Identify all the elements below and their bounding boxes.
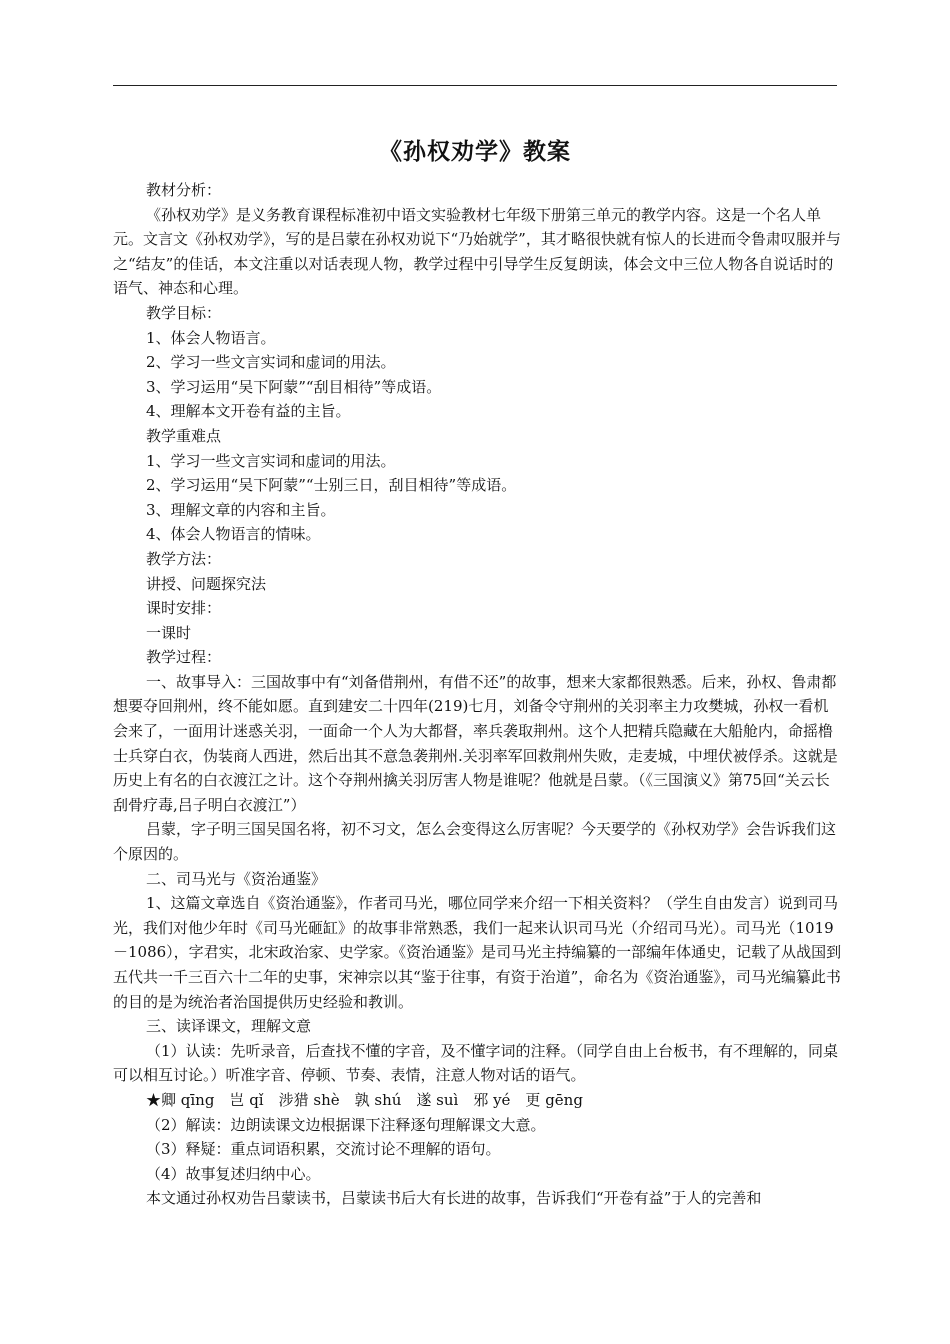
paragraph: 教材分析： [146,181,222,199]
paragraph: 1、学习一些文言实词和虚词的用法。 [146,451,396,470]
paragraph: 1、体会人物语言。 [146,328,276,347]
paragraph: 1、这篇文章选自《资治通鉴》，作者司马光，哪位同学来介绍一下相关资料？（学生自由发言）说到司马光，我们对他少年时《司马光砸缸》的故事非常熟悉，我们一起来认识司马光（介绍司马光）。司马光（1019－1086），字君实，北宋政治家、史学家。《资治通鉴》是司马光主持编纂的一部编年体通史，记载了从战国到五代共一千三百六十二年的史事，宋神宗以其“鉴于往事，有资于治道”，命名为《资治通鉴》，司马光编纂此书的目的是为统治者治国提供历史经验和教训。 [113,894,842,1011]
header-rule [113,85,837,86]
paragraph: 2、学习一些文言实词和虚词的用法。 [146,353,396,372]
paragraph: 一、故事导入：三国故事中有“刘备借荆州，有借不还”的故事，想来大家都很熟悉。后来，孙权、鲁肃都想要夺回荆州，终不能如愿。直到建安二十四年(219)七月，刘备令守荆州的关羽率主力攻樊城，孙权一看机会来了，一面用计迷惑关羽，一面命一个人为大都督，率兵袭取荆州。这个人把精兵隐藏在大船舱内，命摇橹士兵穿白衣，伪装商人西进，然后出其不意急袭荆州.关羽率军回救荆州失败，走麦城，中埋伏被俘杀。这就是历史上有名的白衣渡江之计。这个夺荆州擒关羽厉害人物是谁呢？他就是吕蒙。（《三国演义》第75回“关云长刮骨疗毒,吕子明白衣渡江”） [113,672,838,814]
paragraph: 三、读译课文，理解文意 [146,1017,312,1036]
document-title: 《孙权劝学》教案 [379,138,571,165]
paragraph: 2、学习运用“吴下阿蒙”“士别三日，刮目相待”等成语。 [146,476,517,495]
paragraph: 教学目标： [146,303,222,322]
paragraph: 二、司马光与《资治通鉴》 [146,869,327,888]
paragraph: 教学方法： [146,549,222,568]
paragraph: ★卿 qīng 岂 qǐ 涉猎 shè 孰 shú 遂 suì 邪 yé 更 gēng [146,1090,583,1109]
paragraph: 《孙权劝学》是义务教育课程标准初中语文实验教材七年级下册第三单元的教学内容。这是一个名人单元。文言文《孙权劝学》，写的是吕蒙在孙权劝说下“乃始就学”，其才略很快就有惊人的长进而令鲁肃叹服并与之“结友”的佳话，本文注重以对话表现人物，教学过程中引导学生反复朗读，体会文中三位人物各自说话时的语气、神态和心理。 [113,205,841,298]
paragraph: 课时安排： [146,599,222,618]
paragraph: 吕蒙，字子明三国吴国名将，初不习文，怎么会变得这么厉害呢？今天要学的《孙权劝学》会告诉我们这个原因的。 [113,820,837,864]
paragraph: （2）解读：边朗读课文边根据课下注释逐句理解课文大意。 [146,1115,546,1134]
document-body [113,178,843,1211]
paragraph: 4、体会人物语言的情味。 [146,525,321,544]
paragraph: 教学重难点 [146,426,222,445]
paragraph: （1）认读：先听录音，后查找不懂的字音，及不懂字词的注释。（同学自由上台板书，有不理解的，同桌可以相互讨论。）听准字音、停顿、节奏、表情，注意人物对话的语气。 [113,1041,839,1085]
paragraph: 3、理解文章的内容和主旨。 [146,500,336,519]
paragraph: 一课时 [146,623,192,642]
paragraph: 讲授、问题探究法 [146,574,267,593]
paragraph: 3、学习运用“吴下阿蒙”“刮目相待”等成语。 [146,377,442,396]
paragraph: 本文通过孙权劝告吕蒙读书，吕蒙读书后大有长进的故事，告诉我们“开卷有益”于人的完善和 [146,1189,762,1208]
paragraph: （3）释疑：重点词语积累，交流讨论不理解的语句。 [146,1140,501,1159]
paragraph: 教学过程： [146,648,222,667]
paragraph: 4、理解本文开卷有益的主旨。 [146,402,351,421]
paragraph: （4）故事复述归纳中心。 [146,1164,321,1183]
